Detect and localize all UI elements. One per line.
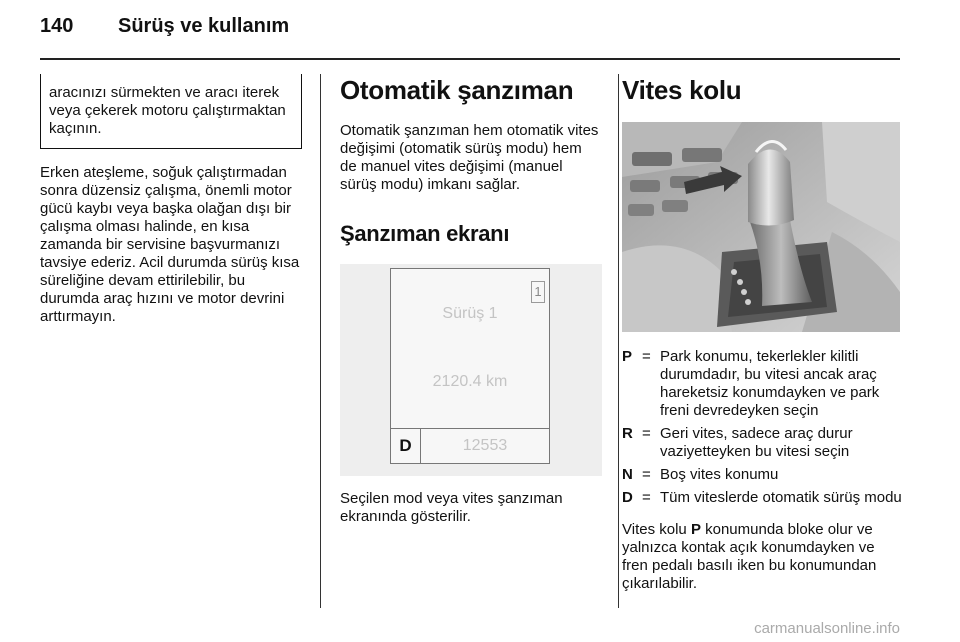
display-panel bbox=[390, 268, 550, 464]
header-divider bbox=[40, 58, 900, 60]
definition-equals: = bbox=[642, 489, 651, 506]
display-caption: Seçilen mod veya vites şanzıman ekranında gösterilir. bbox=[340, 490, 563, 525]
body-paragraph: Erken ateşleme, soğuk çalıştırmadan sonra düzensiz çalışma, önemli motor gücü kaybı veya başka olağan dışı bir çalışma olması halinde, en kısa zamanda bir servisine başvurmanızı tavsiye ederiz. Acil durumda sürüş kısa süreliğine devam ettirilebilir, bu durumda araç hızını ve motor devrini arttırmayın. bbox=[40, 164, 300, 325]
definition-key: D bbox=[622, 489, 633, 506]
definition-text: Tüm viteslerde otomatik sürüş modu bbox=[660, 489, 902, 506]
paragraph-bold-p: P bbox=[690, 521, 701, 538]
column-left bbox=[40, 74, 302, 340]
intro-paragraph: Otomatik şanzıman hem otomatik vites değişimi (otomatik sürüş modu) hem de manuel vites değişimi (manuel sürüş modu) imkanı sağlar. bbox=[340, 122, 599, 193]
column-right bbox=[622, 74, 902, 607]
definition-equals: = bbox=[642, 466, 651, 483]
transmission-display-figure bbox=[340, 264, 602, 476]
definition-key: P bbox=[622, 348, 633, 365]
display-odometer: 12553 bbox=[462, 437, 508, 454]
page-title: Sürüş ve kullanım bbox=[118, 15, 290, 37]
gear-lever-paragraph bbox=[622, 521, 902, 593]
section-title-automatic-transmission: Otomatik şanzıman bbox=[340, 75, 574, 105]
definition-text: Geri vites, sadece araç durur vaziyetteyken bu vitesi seçin bbox=[660, 425, 853, 460]
definition-equals: = bbox=[642, 425, 651, 442]
page-number: 140 bbox=[40, 15, 74, 37]
gear-definitions bbox=[622, 348, 902, 507]
display-bottom-bar bbox=[391, 428, 549, 463]
display-gear-letter: D bbox=[391, 429, 421, 463]
definition-row bbox=[622, 489, 902, 507]
column-divider-right bbox=[618, 74, 619, 608]
warning-box bbox=[40, 74, 302, 149]
definition-row bbox=[622, 348, 902, 420]
paragraph-part-before: Vites kolu bbox=[622, 521, 691, 538]
paragraph-part-after: konumunda bloke olur ve yalnızca kontak açık konumdayken ve fren pedalı basılı iken bu konumundan çıkarılabilir. bbox=[622, 521, 877, 592]
display-distance-text: 2120.4 km bbox=[432, 373, 508, 390]
display-mode-text: Sürüş 1 bbox=[442, 305, 498, 322]
definition-row bbox=[622, 425, 902, 461]
section-title-gear-lever: Vites kolu bbox=[622, 75, 742, 105]
definition-equals: = bbox=[642, 348, 651, 365]
subsection-title-transmission-display: Şanzıman ekranı bbox=[340, 221, 510, 246]
definition-text: Park konumu, tekerlekler kilitli durumdadır, bu vitesi ancak araç hareketsiz konumdayken ve park freni devredeyken seçin bbox=[660, 348, 880, 419]
gear-lever-photo bbox=[622, 122, 900, 332]
display-gear-indicator-icon: 1 bbox=[531, 281, 545, 303]
page-header bbox=[40, 14, 289, 38]
column-middle bbox=[340, 74, 602, 540]
definition-text: Boş vites konumu bbox=[660, 466, 779, 483]
definition-row bbox=[622, 466, 902, 484]
definition-key: R bbox=[622, 425, 633, 442]
column-divider-left bbox=[320, 74, 321, 608]
watermark: carmanualsonline.info bbox=[754, 620, 900, 637]
warning-text: aracınızı sürmekten ve aracı iterek veya çekerek motoru çalıştırmaktan kaçının. bbox=[49, 84, 286, 137]
definition-key: N bbox=[622, 466, 633, 483]
